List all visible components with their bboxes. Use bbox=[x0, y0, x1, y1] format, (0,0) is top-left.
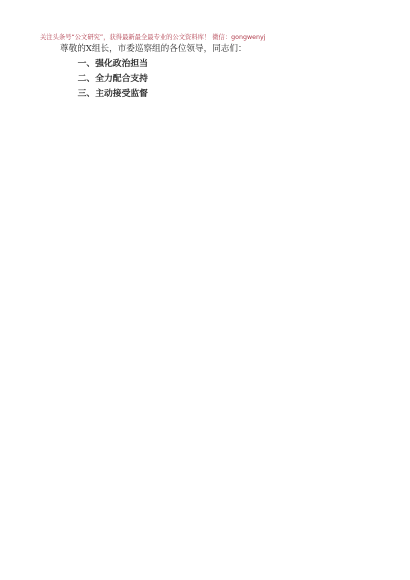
section-heading: 二、全力配合支持 bbox=[77, 74, 148, 84]
section-heading: 一、强化政治担当 bbox=[77, 59, 148, 69]
document-body bbox=[60, 42, 354, 102]
section-heading: 三、主动接受监督 bbox=[77, 89, 148, 99]
header-banner: 关注头条号“公文研究”，获得最新最全最专业的公文资料库！ 微信：gongwenyj bbox=[40, 34, 266, 41]
greeting-line: 尊敬的X组长，市委巡察组的各位领导，同志们： bbox=[60, 44, 247, 54]
